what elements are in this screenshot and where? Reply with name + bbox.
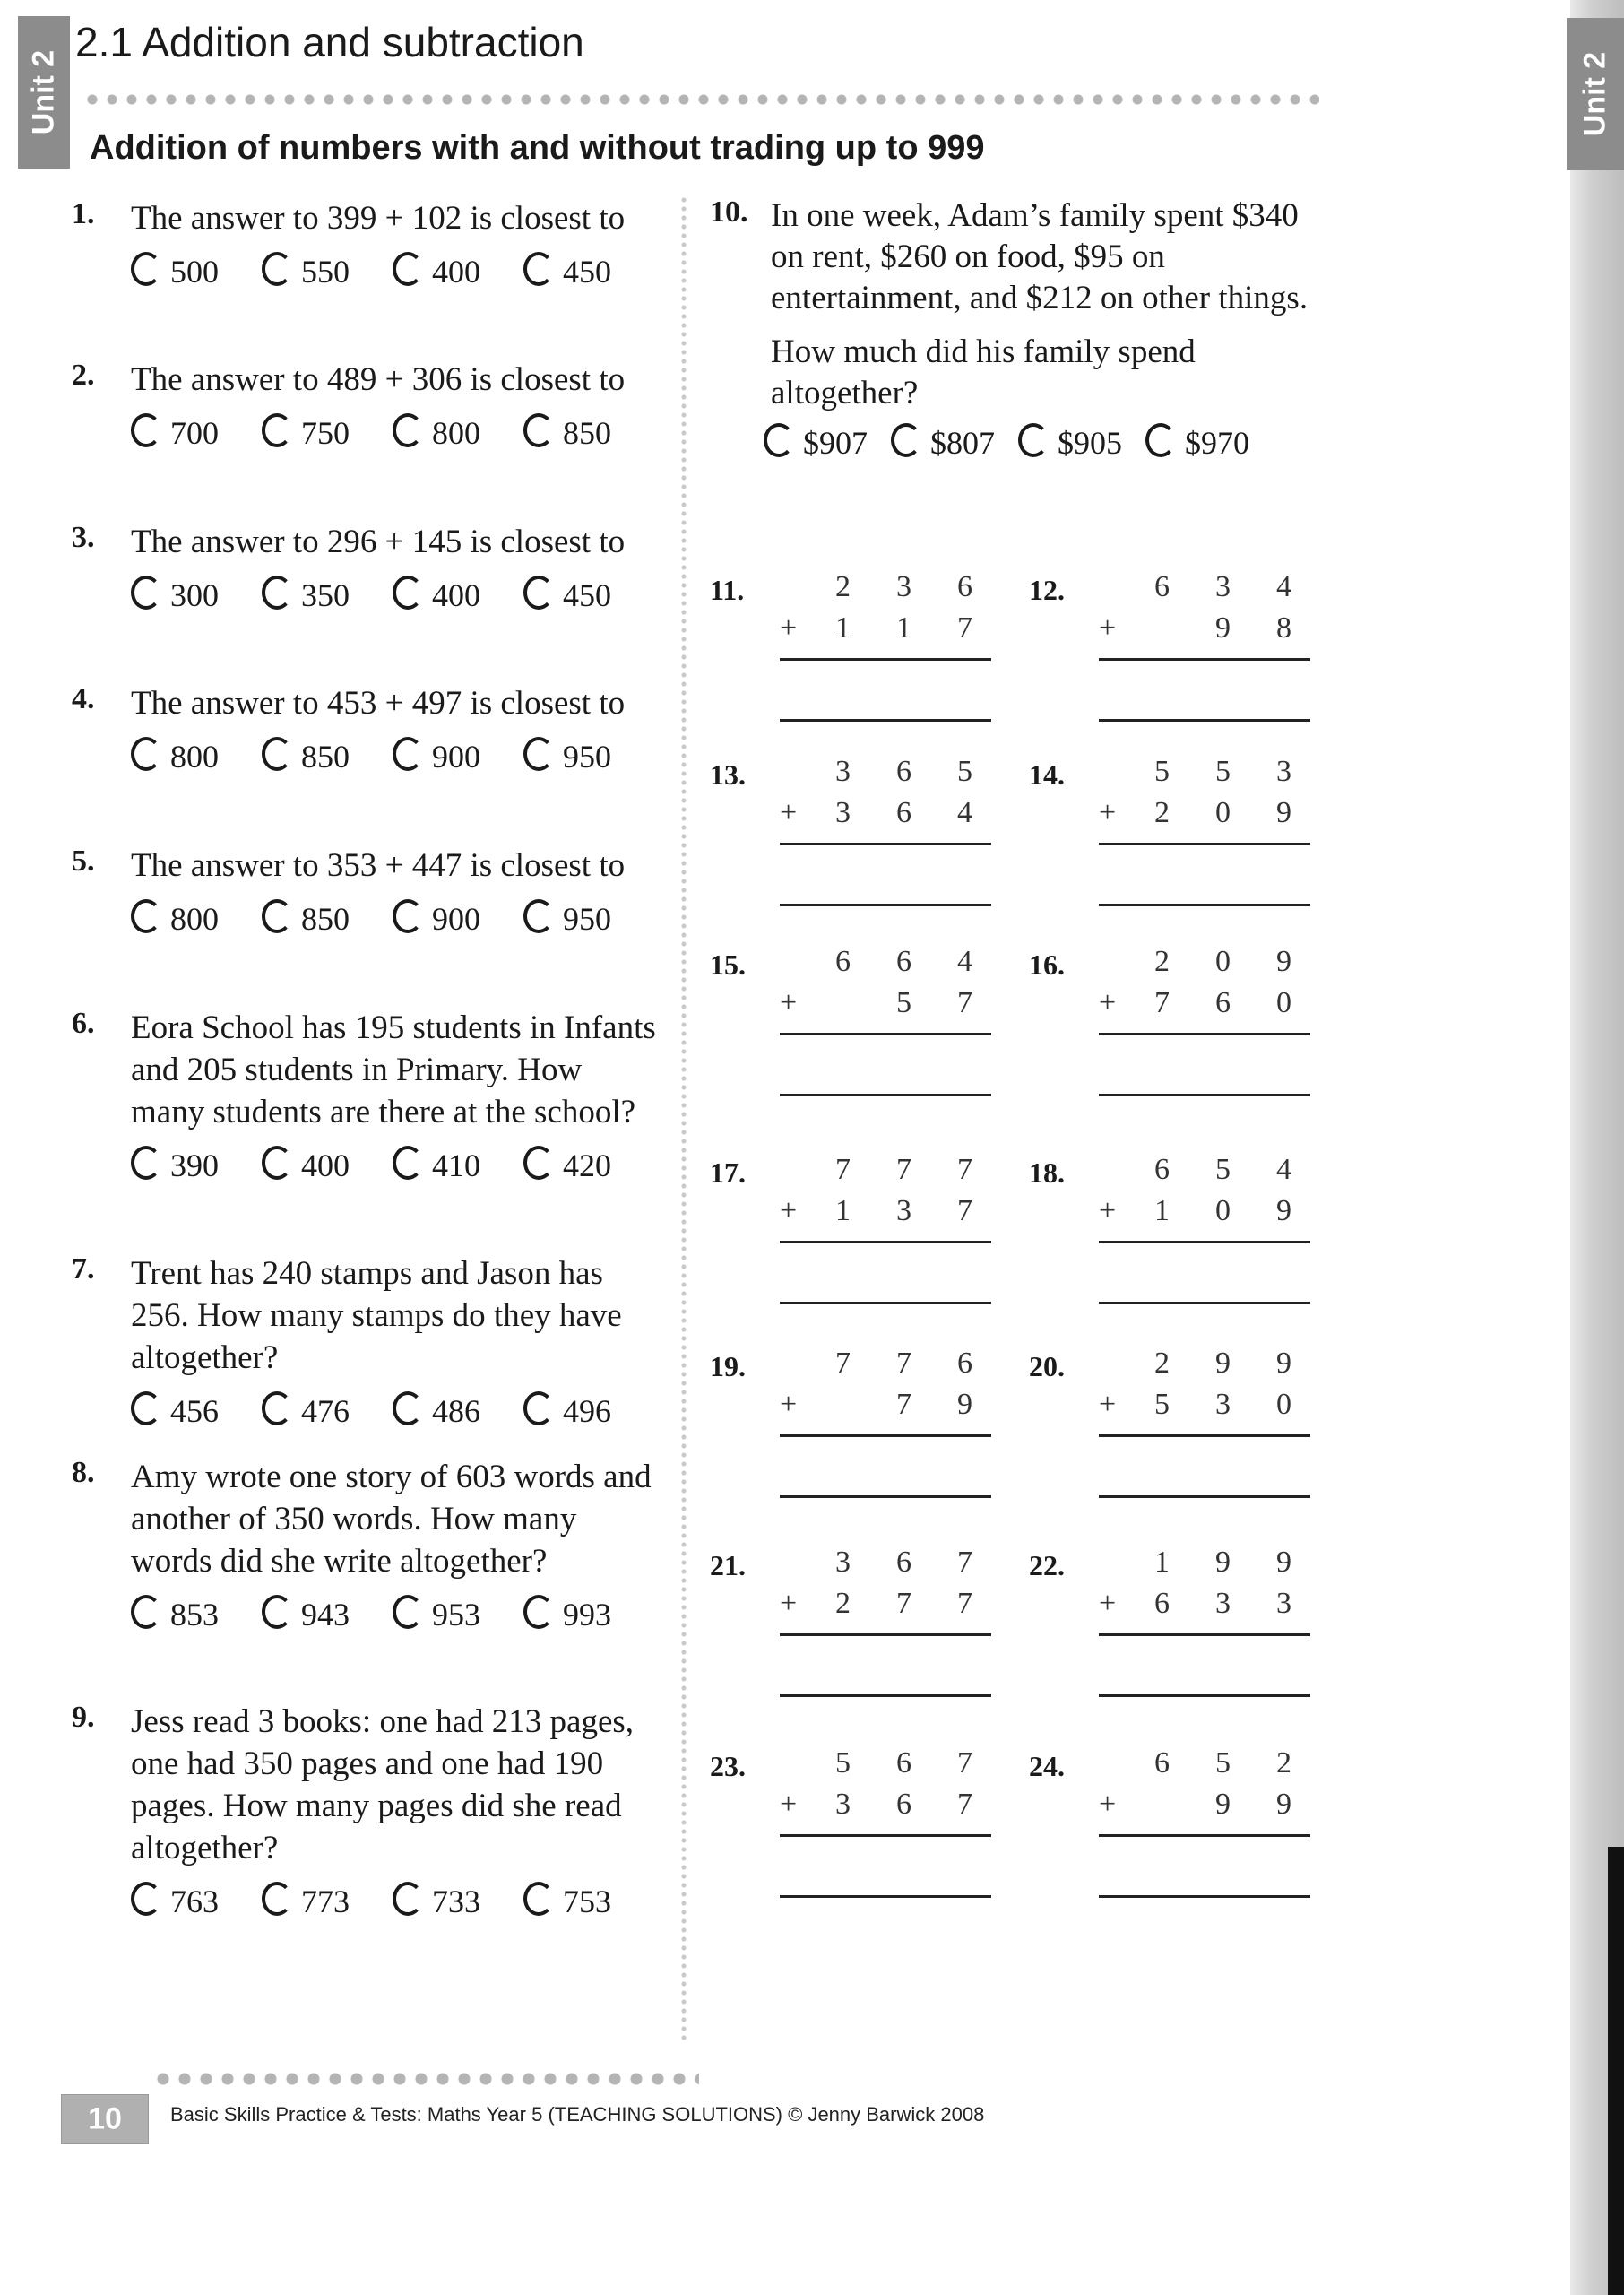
answer-option[interactable]: 900 [393, 737, 523, 775]
answer-options [131, 252, 663, 290]
bubble-icon [393, 252, 423, 286]
sum-number: 15. [710, 948, 746, 981]
bubble-icon [523, 1146, 554, 1180]
bubble-icon [262, 413, 292, 447]
sum-top-row: 7 7 6 [835, 1347, 972, 1380]
column-divider [681, 195, 687, 2042]
sum-13 [710, 755, 1015, 902]
question-1 [72, 197, 663, 290]
question-text: The answer to 399 + 102 is closest to [131, 200, 626, 237]
page-edge-dark [1608, 1847, 1624, 2295]
answer-option[interactable]: 800 [393, 413, 523, 452]
unit-tab-left: Unit 2 [18, 16, 70, 169]
sum-15 [710, 945, 1015, 1092]
sum-top-row: 6 3 4 [1154, 570, 1291, 603]
sum-number: 17. [710, 1156, 746, 1189]
sum-bottom-row: + 6 3 3 [1099, 1587, 1291, 1620]
footer-credit: Basic Skills Practice & Tests: Maths Year 5 (TEACHING SOLUTIONS) © Jenny Barwick 2008 [170, 2103, 985, 2126]
question-number: 1. [72, 197, 95, 230]
sum-rule [1099, 843, 1310, 845]
page-number-box [61, 2094, 149, 2144]
sum-bottom-row: + 1 0 9 [1099, 1194, 1291, 1227]
answer-line[interactable] [780, 719, 991, 722]
sum-rule [1099, 1434, 1310, 1437]
bubble-icon [262, 1146, 292, 1180]
sum-rule [780, 1834, 991, 1837]
answer-option[interactable]: 850 [262, 899, 393, 938]
sum-rule [1099, 1834, 1310, 1837]
sum-11 [710, 570, 1015, 717]
bubble-icon [131, 413, 161, 447]
question-text: The answer to 489 + 306 is closest to [131, 361, 626, 398]
bubble-icon [393, 1882, 423, 1916]
answer-options [131, 413, 663, 452]
sum-bottom-row: + 1 3 7 [780, 1194, 972, 1227]
question-number: 4. [72, 682, 95, 715]
sum-top-row: 1 9 9 [1154, 1546, 1291, 1579]
plus-sign: + [1099, 1587, 1117, 1620]
sum-19 [710, 1347, 1015, 1494]
answer-option[interactable]: 943 [262, 1595, 393, 1633]
sum-rule [1099, 658, 1310, 661]
bubble-icon [131, 252, 161, 286]
sum-number: 12. [1029, 574, 1065, 606]
answer-line[interactable] [1099, 719, 1310, 722]
plus-sign: + [1099, 1788, 1117, 1821]
question-number: 8. [72, 1456, 95, 1489]
bubble-icon [1145, 423, 1176, 457]
sum-number: 11. [710, 574, 745, 606]
question-6 [72, 1007, 663, 1184]
bubble-icon [131, 737, 161, 771]
answer-option[interactable]: 456 [131, 1391, 262, 1430]
sum-number: 21. [710, 1549, 746, 1581]
plus-sign: + [780, 611, 798, 645]
answer-options [131, 576, 663, 614]
bubble-icon [523, 252, 554, 286]
page-number: 10 [88, 2101, 122, 2136]
answer-option[interactable]: 993 [523, 1595, 654, 1633]
sum-number: 20. [1029, 1350, 1065, 1382]
bubble-icon [1018, 423, 1049, 457]
question-number: 6. [72, 1007, 95, 1040]
answer-option[interactable]: 300 [131, 576, 262, 614]
sum-14 [1029, 755, 1334, 902]
answer-options [131, 899, 663, 938]
answer-option[interactable]: 800 [131, 899, 262, 938]
answer-line[interactable] [1099, 904, 1310, 906]
bubble-icon [393, 1146, 423, 1180]
answer-line[interactable] [780, 1495, 991, 1498]
answer-option[interactable]: $970 [1145, 423, 1249, 462]
bubble-icon [131, 1146, 161, 1180]
answer-line[interactable] [1099, 1302, 1310, 1304]
sum-bottom-row: + 9 9 [1099, 1788, 1291, 1821]
bubble-icon [131, 576, 161, 610]
bubble-icon [891, 423, 921, 457]
sum-top-row: 6 5 2 [1154, 1746, 1291, 1780]
question-text: Eora School has 195 students in Infants and 205 students in Primary. How many students are there at the school? [131, 1009, 656, 1130]
sum-number: 22. [1029, 1549, 1065, 1581]
sum-top-row: 5 5 3 [1154, 755, 1291, 788]
dotted-rule [82, 93, 1319, 106]
plus-sign: + [1099, 1194, 1117, 1227]
answer-option[interactable]: 853 [131, 1595, 262, 1633]
question-prompt: How much did his family spend altogether? [771, 333, 1196, 411]
sum-top-row: 7 7 7 [835, 1153, 972, 1186]
bubble-icon [131, 1391, 161, 1425]
sum-top-row: 2 0 9 [1154, 945, 1291, 978]
section-title: 2.1 Addition and subtraction [75, 19, 584, 65]
bubble-icon [393, 576, 423, 610]
answer-option[interactable]: 400 [393, 576, 523, 614]
bubble-icon [262, 737, 292, 771]
question-number: 10. [710, 195, 748, 229]
sum-number: 24. [1029, 1750, 1065, 1782]
answer-option[interactable]: 410 [393, 1146, 523, 1184]
answer-option[interactable]: 390 [131, 1146, 262, 1184]
question-text: The answer to 353 + 447 is closest to [131, 847, 626, 884]
question-10 [710, 195, 1319, 462]
answer-option[interactable]: 733 [393, 1882, 523, 1920]
sum-bottom-row: + 2 0 9 [1099, 796, 1291, 829]
sum-bottom-row: + 7 6 0 [1099, 986, 1291, 1019]
answer-option[interactable]: 753 [523, 1882, 654, 1920]
answer-option[interactable]: $905 [1018, 423, 1122, 462]
bubble-icon [262, 1595, 292, 1629]
sum-rule [780, 1033, 991, 1035]
plus-sign: + [780, 796, 798, 829]
plus-sign: + [1099, 986, 1117, 1019]
sum-rule [1099, 1633, 1310, 1636]
bubble-icon [262, 899, 292, 933]
answer-option[interactable]: 476 [262, 1391, 393, 1430]
sum-top-row: 3 6 5 [835, 755, 972, 788]
bubble-icon [523, 737, 554, 771]
sum-bottom-row: + 9 8 [1099, 611, 1291, 645]
answer-options [131, 1882, 663, 1920]
question-number: 9. [72, 1701, 95, 1734]
plus-sign: + [780, 986, 798, 1019]
bubble-icon [262, 1391, 292, 1425]
sum-bottom-row: + 5 3 0 [1099, 1388, 1291, 1421]
bubble-icon [393, 1595, 423, 1629]
bubble-icon [131, 899, 161, 933]
answer-option[interactable]: 550 [262, 252, 393, 290]
sum-top-row: 5 6 7 [835, 1746, 972, 1780]
answer-option[interactable]: 350 [262, 576, 393, 614]
answer-option[interactable]: $907 [764, 423, 868, 462]
sum-18 [1029, 1153, 1334, 1300]
sum-top-row: 6 6 4 [835, 945, 972, 978]
question-text: Amy wrote one story of 603 words and another of 350 words. How many words did she write altogether? [131, 1459, 652, 1580]
answer-options [131, 737, 663, 775]
answer-option[interactable]: 763 [131, 1882, 262, 1920]
question-text: Jess read 3 books: one had 213 pages, one had 350 pages and one had 190 pages. How many pages did she read altogether? [131, 1703, 635, 1866]
sum-number: 16. [1029, 948, 1065, 981]
bubble-icon [523, 1391, 554, 1425]
sum-number: 18. [1029, 1156, 1065, 1189]
bubble-icon [262, 252, 292, 286]
sum-23 [710, 1746, 1015, 1893]
answer-line[interactable] [1099, 1094, 1310, 1096]
answer-option[interactable]: 900 [393, 899, 523, 938]
answer-option[interactable]: 700 [131, 413, 262, 452]
footer-dotted-rule [152, 2073, 699, 2085]
bubble-icon [523, 899, 554, 933]
answer-option[interactable]: 496 [523, 1391, 654, 1430]
question-number: 5. [72, 844, 95, 878]
sum-rule [780, 658, 991, 661]
answer-option[interactable]: 850 [262, 737, 393, 775]
plus-sign: + [1099, 611, 1117, 645]
plus-sign: + [780, 1788, 798, 1821]
sum-bottom-row: + 3 6 7 [780, 1788, 972, 1821]
answer-option[interactable]: $807 [891, 423, 995, 462]
sum-top-row: 6 5 4 [1154, 1153, 1291, 1186]
sum-rule [1099, 1033, 1310, 1035]
bubble-icon [764, 423, 794, 457]
sum-bottom-row: + 1 1 7 [780, 611, 972, 645]
sum-rule [1099, 1241, 1310, 1243]
question-number: 3. [72, 521, 95, 554]
sum-bottom-row: + 5 7 [780, 986, 972, 1019]
sum-number: 23. [710, 1750, 746, 1782]
page-subtitle: Addition of numbers with and without trading up to 999 [90, 129, 985, 167]
sum-top-row: 2 3 6 [835, 570, 972, 603]
question-7 [72, 1252, 663, 1430]
sum-top-row: 2 9 9 [1154, 1347, 1291, 1380]
bubble-icon [131, 1882, 161, 1916]
plus-sign: + [780, 1587, 798, 1620]
answer-option[interactable]: 420 [523, 1146, 654, 1184]
answer-option[interactable]: 800 [131, 737, 262, 775]
answer-option[interactable]: 850 [523, 413, 654, 452]
answer-options [131, 1391, 663, 1430]
sum-17 [710, 1153, 1015, 1300]
bubble-icon [523, 576, 554, 610]
bubble-icon [393, 899, 423, 933]
sum-16 [1029, 945, 1334, 1092]
bubble-icon [262, 576, 292, 610]
sum-bottom-row: + 7 9 [780, 1388, 972, 1421]
sum-top-row: 3 6 7 [835, 1546, 972, 1579]
answer-line[interactable] [780, 1895, 991, 1898]
bubble-icon [523, 413, 554, 447]
bubble-icon [393, 1391, 423, 1425]
question-9 [72, 1701, 663, 1920]
sum-bottom-row: + 2 7 7 [780, 1587, 972, 1620]
sum-12 [1029, 570, 1334, 717]
answer-options [131, 1595, 663, 1633]
sum-number: 19. [710, 1350, 746, 1382]
sum-rule [780, 1434, 991, 1437]
question-5 [72, 844, 663, 938]
unit-tab-right: Unit 2 [1567, 18, 1624, 170]
plus-sign: + [1099, 796, 1117, 829]
answer-option[interactable]: 750 [262, 413, 393, 452]
plus-sign: + [780, 1388, 798, 1421]
answer-options [764, 423, 1319, 462]
question-8 [72, 1456, 663, 1633]
sum-22 [1029, 1546, 1334, 1693]
answer-line[interactable] [1099, 1895, 1310, 1898]
bubble-icon [131, 1595, 161, 1629]
answer-option[interactable]: 500 [131, 252, 262, 290]
sum-24 [1029, 1746, 1334, 1893]
answer-option[interactable]: 400 [262, 1146, 393, 1184]
answer-option[interactable]: 400 [393, 252, 523, 290]
question-text: The answer to 296 + 145 is closest to [131, 524, 626, 560]
bubble-icon [393, 413, 423, 447]
answer-option[interactable]: 486 [393, 1391, 523, 1430]
sum-number: 13. [710, 758, 746, 791]
sum-rule [780, 843, 991, 845]
answer-line[interactable] [780, 1302, 991, 1304]
answer-option[interactable]: 953 [393, 1595, 523, 1633]
plus-sign: + [780, 1194, 798, 1227]
bubble-icon [523, 1882, 554, 1916]
answer-option[interactable]: 950 [523, 737, 654, 775]
bubble-icon [262, 1882, 292, 1916]
question-text: The answer to 453 + 497 is closest to [131, 685, 626, 722]
bubble-icon [523, 1595, 554, 1629]
question-3 [72, 521, 663, 614]
answer-option[interactable]: 950 [523, 899, 654, 938]
question-text: In one week, Adam’s family spent $340 on rent, $260 on food, $95 on entertainment, and $212 on other things. [771, 197, 1309, 316]
answer-line[interactable] [780, 904, 991, 906]
question-text: Trent has 240 stamps and Jason has 256. How many stamps do they have altogether? [131, 1255, 622, 1376]
answer-line[interactable] [780, 1094, 991, 1096]
sum-rule [780, 1241, 991, 1243]
answer-options [131, 1146, 663, 1184]
question-number: 7. [72, 1252, 95, 1286]
sum-number: 14. [1029, 758, 1065, 791]
answer-line[interactable] [1099, 1694, 1310, 1697]
answer-line[interactable] [1099, 1495, 1310, 1498]
answer-option[interactable]: 450 [523, 576, 654, 614]
question-4 [72, 682, 663, 775]
plus-sign: + [1099, 1388, 1117, 1421]
sum-bottom-row: + 3 6 4 [780, 796, 972, 829]
sum-21 [710, 1546, 1015, 1693]
sum-rule [780, 1633, 991, 1636]
answer-option[interactable]: 773 [262, 1882, 393, 1920]
answer-option[interactable]: 450 [523, 252, 654, 290]
question-2 [72, 359, 663, 452]
sum-20 [1029, 1347, 1334, 1494]
answer-line[interactable] [780, 1694, 991, 1697]
bubble-icon [393, 737, 423, 771]
question-number: 2. [72, 359, 95, 392]
